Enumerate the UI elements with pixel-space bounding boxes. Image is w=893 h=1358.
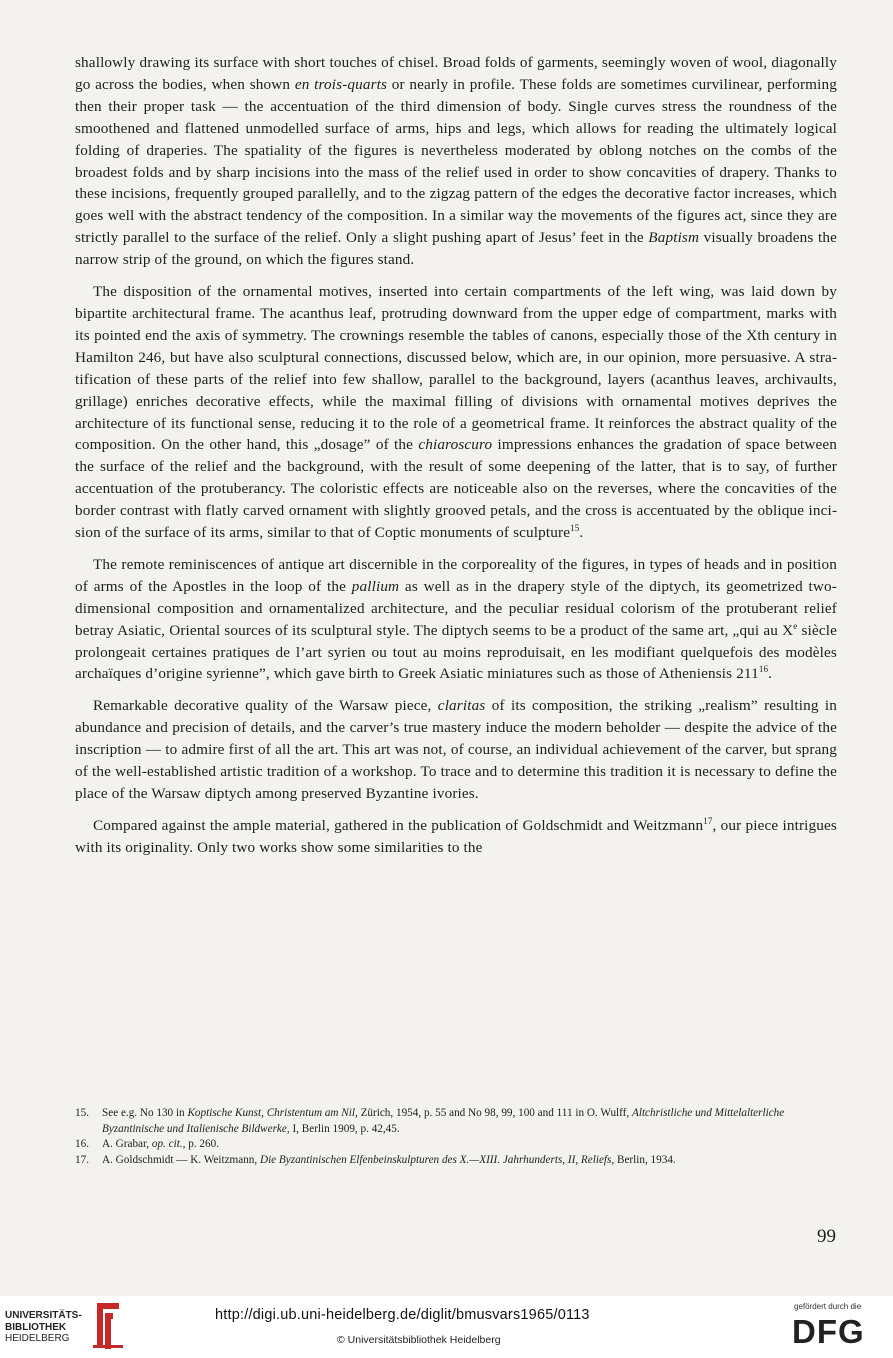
italic-text: Altchristliche und Mittelalterliche Byzantinische und Italienische Bildwerke, (102, 1107, 785, 1135)
footnote-ref: 16 (758, 664, 769, 675)
footnote-ref: e (793, 620, 798, 631)
italic-text: Koptische Kunst, Christentum am Nil, (187, 1107, 358, 1119)
text-run: impressions enhances the gradation of space between the surface of the relief and the background, with the result of some deepening of the latter, that is to say, of further accentuation of the protuberancy. The coloristic effects are noticeable also on the reverses, where the concavities of the border contrast with flatly carved ornament with slightly grooved petals, and the cross is accentuated by the oblique incision of the surface of its arms, similar to that of Coptic monuments of sculpture (75, 436, 837, 542)
library-name (5, 1310, 95, 1345)
text-run: . (579, 524, 584, 542)
text-run: visually broadens the narrow strip of the ground, on which the figures stand. (75, 229, 837, 269)
footnote-number: 16. (75, 1138, 89, 1150)
text-run: siècle prolongeait certaines pratiques de l’art syrien ou tout au moins reproduisait, en les modifiant quelquefois des modèles archaïques d’origine syrienne”, which gave birth to Greek Asiatic miniatures such as those of Atheniensis 211 (75, 621, 837, 683)
paragraph (75, 554, 837, 685)
italic-text: chiaroscuro (418, 436, 493, 454)
paragraph (75, 815, 837, 859)
library-logo-icon (91, 1299, 125, 1351)
footer-bar (0, 1296, 893, 1358)
paragraph (75, 695, 837, 805)
italic-text: op. cit., (151, 1138, 186, 1150)
footnote-number: 17. (75, 1153, 89, 1166)
text-run: shallowly drawing its surface with short touches of chisel. Broad folds of garments, seemingly woven of wool, diagonally go across the bodies, when shown (75, 54, 837, 93)
library-name-line3: HEIDELBERG (5, 1333, 70, 1344)
text-run: The disposition of the ornamental motives, inserted into certain compartments of the left wing, was laid down by bipartite architectural frame. The acanthus leaf, protruding downward from the upper edge of compartment, marks with its pointed end the axis of symmetry. The crownings resemble the tables of canons, especially those of the Xth century in Hamilton 246, but have also sculptural connections, discussed below, which are, in our opinion, more persuasive. A stratification of these parts of the relief into few shallow, parallel to the background, layers (acanthus leaves, archivaults, grillage) enriches decorative effects, while the maximal filling of divisions with ornamental motives deprives the architecture of its functional sense, reducing it to the role of a geometrical frame. It reinforces the abstract quality of the composition. On the other hand, this „dosage” of the (75, 283, 837, 454)
text-run: Remarkable decorative quality of the Warsaw piece, (93, 697, 438, 715)
paragraph (75, 52, 837, 271)
text-run: Zürich, 1954, p. 55 and No 98, 99, 100 and 111 in O. Wulff, (357, 1107, 632, 1119)
text-run: Berlin, 1934. (614, 1153, 676, 1166)
copyright-notice: © Universitätsbibliothek Heidelberg (337, 1334, 501, 1346)
footnote (75, 1106, 837, 1137)
text-run: . (768, 665, 773, 683)
italic-text: en trois-quarts (294, 75, 388, 93)
footnote-ref: 15 (570, 523, 580, 534)
text-run: A. Goldschmidt — K. Weitzmann, (102, 1153, 260, 1166)
italic-text: Baptism (648, 229, 700, 247)
text-run: The remote reminiscences of antique art discernible in the corporeality of the figures, in types of heads and in position of arms of the Apostles in the loop of the (75, 555, 837, 595)
text-run: Compared against the ample material, gathered in the publication of Goldschmidt and Weitzmann (93, 816, 704, 834)
text-run: See e.g. No 130 in (102, 1107, 188, 1119)
footnote (75, 1137, 837, 1153)
text-run: A. Grabar, (102, 1138, 152, 1150)
text-run: , our piece intrigues with its originality. Only two works show some similarities to the (75, 816, 837, 856)
text-run: or nearly in profile. These folds are sometimes curvilinear, performing then their proper task — the accentuation of the third dimension of body. Single curves stress the roundness of the smoothened and flattened unmodelled surface of arms, hips and legs, which allows for reading the ultimately logical folding of draperies. The spatiality of the figures is nevertheless moderated by oblong notches on the combs of the broadest folds and by sharp incisions into the mass of the relief used in order to show concavities of drapery. Thanks to these incisions, frequently grouped parallelly, and to the zigzag pattern of the edges the decorative factor increases, which goes well with the abstract tendency of the composition. In a similar way the movements of the figures act, since they are strictly parallel to the surface of the relief. Only a slight pushing apart of Jesus’ feet in the (75, 75, 837, 247)
text-run: p. 260. (185, 1138, 219, 1150)
library-name-line2: BIBLIOTHEK (5, 1321, 67, 1333)
text-run: I, Berlin 1909, p. 42,45. (289, 1122, 400, 1135)
footnote-number: 15. (75, 1107, 89, 1119)
text-run: as well as in the drapery style of the diptych, its geometrized two-dimensional composition and ornamentalized architecture, and the peculiar residual colorism of the protuberant relief betray Asiatic, Oriental sources of its sculptural style. The diptych seems to be a product of the same art, „qui au X (75, 577, 837, 639)
footnotes (75, 1106, 837, 1168)
page-number: 99 (817, 1226, 836, 1247)
source-url-link[interactable]: http://digi.ub.uni-heidelberg.de/diglit/bmusvars1965/0113 (215, 1307, 590, 1323)
library-name-line1: UNIVERSITÄTS- (5, 1310, 82, 1321)
italic-text: Die Byzantinischen Elfenbeinskulpturen des X.—XIII. Jahrhunderts, II, Reliefs, (259, 1153, 615, 1166)
funded-by-label: gefördert durch die (794, 1302, 862, 1311)
footnote-ref: 17 (703, 815, 713, 826)
dfg-logo: DFG (792, 1313, 865, 1350)
paragraph (75, 281, 837, 544)
text-run: of its composition, the striking „realism” resulting in abundance and precision of details, and the carver’s true mastery induce the modern beholder — despite the advice of the inscription — to admire first of all the art. This art was not, of course, an individual achievement of the carver, but sprang of the well-established artistic tradition of a workshop. To trace and to determine this tradition it is necessary to define the place of the Warsaw diptych among preserved Byzantine ivories. (75, 697, 837, 802)
body-text (75, 52, 837, 869)
italic-text: pallium (351, 577, 400, 595)
italic-text: claritas (437, 697, 486, 715)
footnote (75, 1153, 837, 1169)
